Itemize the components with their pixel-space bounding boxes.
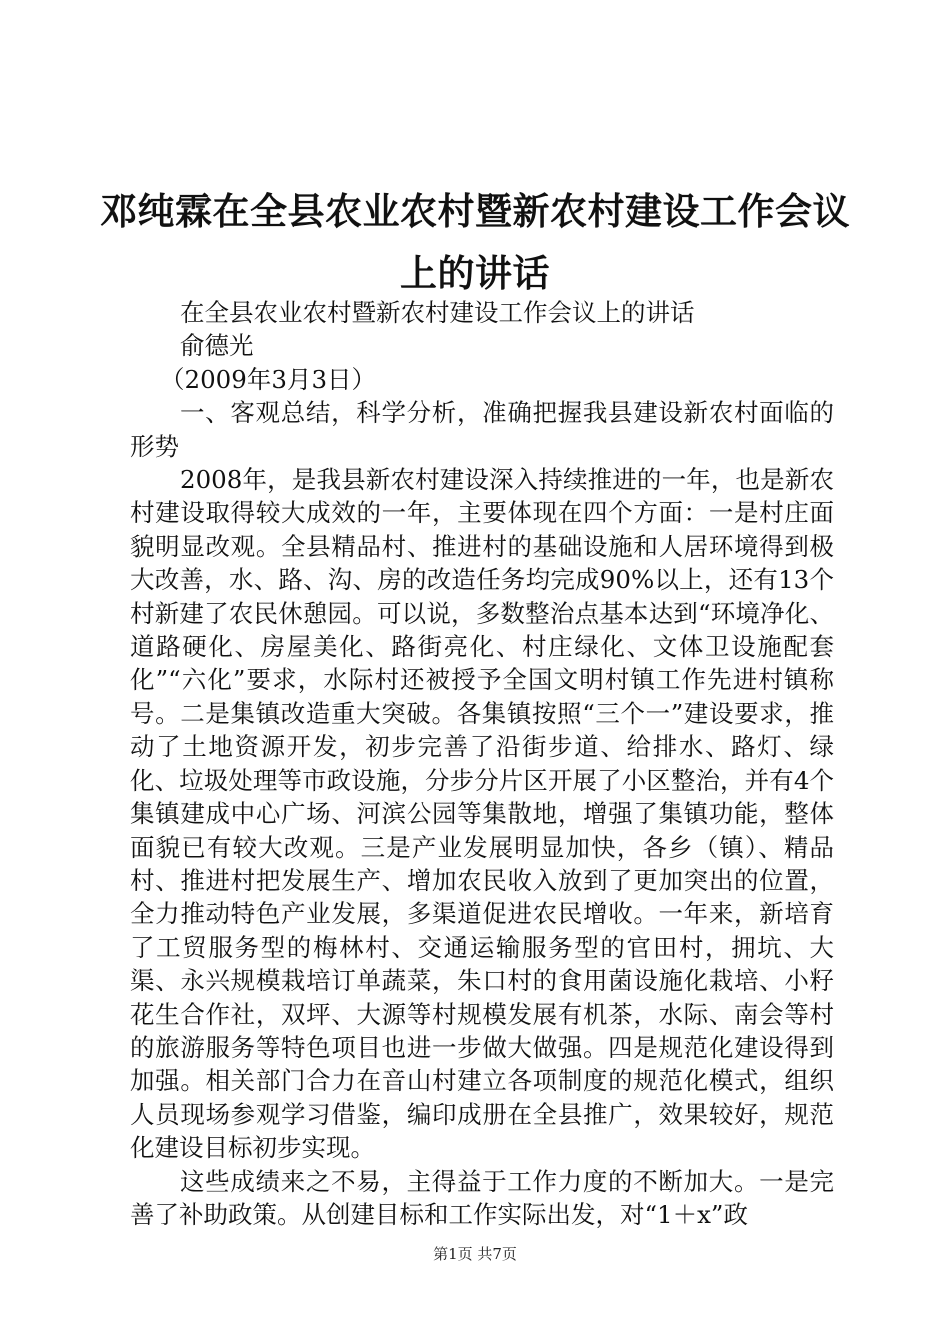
page-number-footer: 第1页 共7页 (433, 1245, 517, 1263)
document-author: 俞德光 (180, 331, 254, 361)
paragraph: 2008年，是我县新农村建设深入持续推进的一年，也是新农村建设取得较大成效的一年，主要体现在四个方面：一是村庄面貌明显改观。全县精品村、推进村的基础设施和人居环境得到极大改善，水、路、沟、房的改造任务均完成90%以上，还有13个村新建了农民休憩园。可以说，多数整治点基本达到“环境净化、道路硬化、房屋美化、路街亮化、村庄绿化、文体卫设施配套化”“六化”要求，水际村还被授予全国文明村镇工作先进村镇称号。二是集镇改造重大突破。各集镇按照“三个一”建设要求，推动了土地资源开发，初步完善了沿街步道、给排水、路灯、绿化、垃圾处理等市政设施，分步分片区开展了小区整治，并有4个集镇建成中心广场、河滨公园等集散地，增强了集镇功能，整体面貌已有较大改观。三是产业发展明显加快，各乡（镇）、精品村、推进村把发展生产、增加农民收入放到了更加突出的位置，全力推动特色产业发展，多渠道促进农民增收。一年来，新培育了工贸服务型的梅林村、交通运输服务型的官田村，拥坑、大渠、永兴规模栽培订单蔬菜，朱口村的食用菌设施化栽培、小籽花生合作社，双坪、大源等村规模发展有机茶，水际、南会等村的旅游服务等特色项目也进一步做大做强。四是规范化建设得到加强。相关部门合力在音山村建立各项制度的规范化模式，组织人员现场参观学习借鉴，编印成册在全县推广，效果较好，规范化建设目标初步实现。 (130, 465, 834, 1163)
document-title: 邓纯霖在全县农业农村暨新农村建设工作会议上的讲话 (100, 189, 850, 295)
document-subtitle: 在全县农业农村暨新农村建设工作会议上的讲话 (180, 298, 695, 327)
document-date: （2009年3月3日） (160, 364, 377, 394)
document-body (130, 296, 834, 1231)
section-heading: 一、客观总结，科学分析，准确把握我县建设新农村面临的形势 (130, 398, 834, 461)
paragraph: 这些成绩来之不易，主得益于工作力度的不断加大。一是完善了补助政策。从创建目标和工作实际出发，对“1＋x”政 (130, 1166, 834, 1229)
